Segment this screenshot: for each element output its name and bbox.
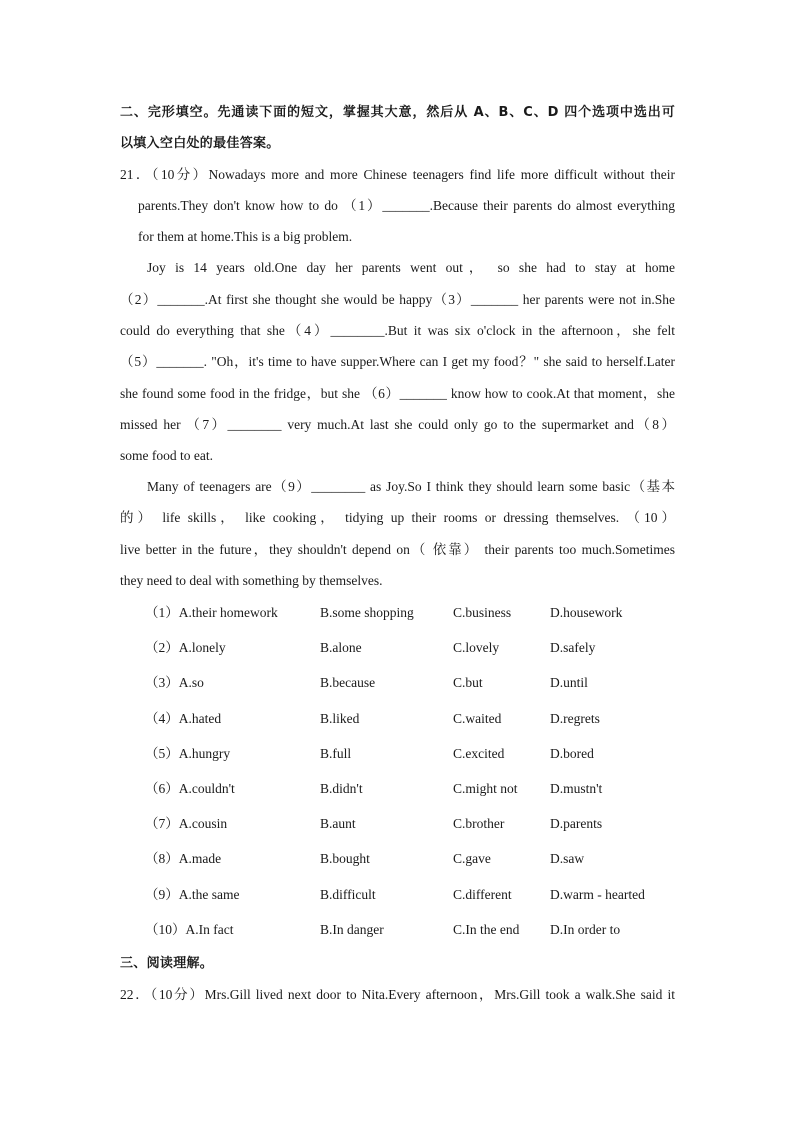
option-a: （10）A.In fact [145, 922, 234, 937]
option-d: D.until [550, 675, 588, 690]
option-b: B.liked [320, 711, 360, 726]
option-b: B.full [320, 746, 352, 761]
option-b: B.didn't [320, 781, 363, 796]
passage-paragraph2-line4: they need to deal with something by themselves. [120, 573, 383, 588]
option-a: （1）A.their homework [145, 605, 278, 620]
passage-paragraph1-line6: missed her （7）________ very much.At last she could only go to the supermarket and（8） [120, 417, 675, 432]
option-d: D.In order to [550, 922, 621, 937]
option-a: （5）A.hungry [145, 746, 231, 761]
option-b: B.bought [320, 851, 370, 866]
option-d: D.saw [550, 851, 585, 866]
passage-paragraph1-line5: she found some food in the fridge，but she （6）_______ know how to cook.At that moment，she [120, 386, 675, 401]
option-b: B.some shopping [320, 605, 414, 620]
passage-paragraph2-line1: Many of teenagers are（9）________ as Joy.So I think they should learn some basic（基本 [147, 479, 675, 494]
option-d: D.bored [550, 746, 594, 761]
passage-paragraph1-line7: some food to eat. [120, 448, 213, 463]
passage-paragraph1-line4: （5）_______. "Oh，it's time to have supper.Where can I get my food？" she said to herself.Later [120, 354, 675, 369]
option-b: B.In danger [320, 922, 384, 937]
passage-paragraph2-line2: 的） life skills， like cooking， tidying up their rooms or dressing themselves. （10） [120, 510, 675, 525]
question21-line3: for them at home.This is a big problem. [138, 229, 353, 244]
option-d: D.regrets [550, 711, 600, 726]
option-d: D.mustn't [550, 781, 603, 796]
option-c: C.might not [453, 781, 518, 796]
option-c: C.waited [453, 711, 502, 726]
option-d: D.warm - hearted [550, 887, 645, 902]
option-d: D.parents [550, 816, 603, 831]
question21-line1: 21．（10分）Nowadays more and more Chinese teenagers find life more difficult without their [120, 167, 675, 182]
option-c: C.lovely [453, 640, 500, 655]
option-a: （7）A.cousin [145, 816, 228, 831]
option-b: B.aunt [320, 816, 356, 831]
passage-paragraph1-line3: could do everything that she（4）________.But it was six o'clock in the afternoon，she felt [120, 323, 675, 338]
option-c: C.In the end [453, 922, 520, 937]
section2-heading-line2: 以填入空白处的最佳答案。 [120, 136, 280, 151]
option-c: C.business [453, 605, 512, 620]
option-a: （4）A.hated [145, 711, 222, 726]
option-c: C.but [453, 675, 483, 690]
option-b: B.because [320, 675, 376, 690]
option-c: C.gave [453, 851, 491, 866]
section2-heading-line1: 二、完形填空。先通读下面的短文，掌握其大意，然后从 A、B、C、D 四个选项中选出可 [120, 105, 675, 120]
question22-line1: 22．（10分）Mrs.Gill lived next door to Nita.Every afternoon，Mrs.Gill took a walk.She said it [120, 987, 675, 1002]
option-a: （6）A.couldn't [145, 781, 235, 796]
option-d: D.safely [550, 640, 596, 655]
option-d: D.housework [550, 605, 623, 620]
option-b: B.difficult [320, 887, 376, 902]
option-c: C.brother [453, 816, 505, 831]
passage-paragraph1-line2: （2）_______.At first she thought she would be happy（3）_______ her parents were not in.She [120, 292, 675, 307]
option-a: （3）A.so [145, 675, 204, 690]
option-c: C.different [453, 887, 512, 902]
question21-line2: parents.They don't know how to do （1）_______.Because their parents do almost everything [138, 198, 675, 213]
passage-paragraph1-line1: Joy is 14 years old.One day her parents went out， so she had to stay at home [147, 260, 675, 275]
option-a: （8）A.made [145, 851, 222, 866]
section3-heading: 三、阅读理解。 [120, 956, 214, 971]
option-c: C.excited [453, 746, 505, 761]
passage-paragraph2-line3: live better in the future，they shouldn't depend on（ 依靠） their parents too much.Sometimes [120, 542, 675, 557]
option-a: （9）A.the same [145, 887, 240, 902]
option-a: （2）A.lonely [145, 640, 226, 655]
option-b: B.alone [320, 640, 362, 655]
